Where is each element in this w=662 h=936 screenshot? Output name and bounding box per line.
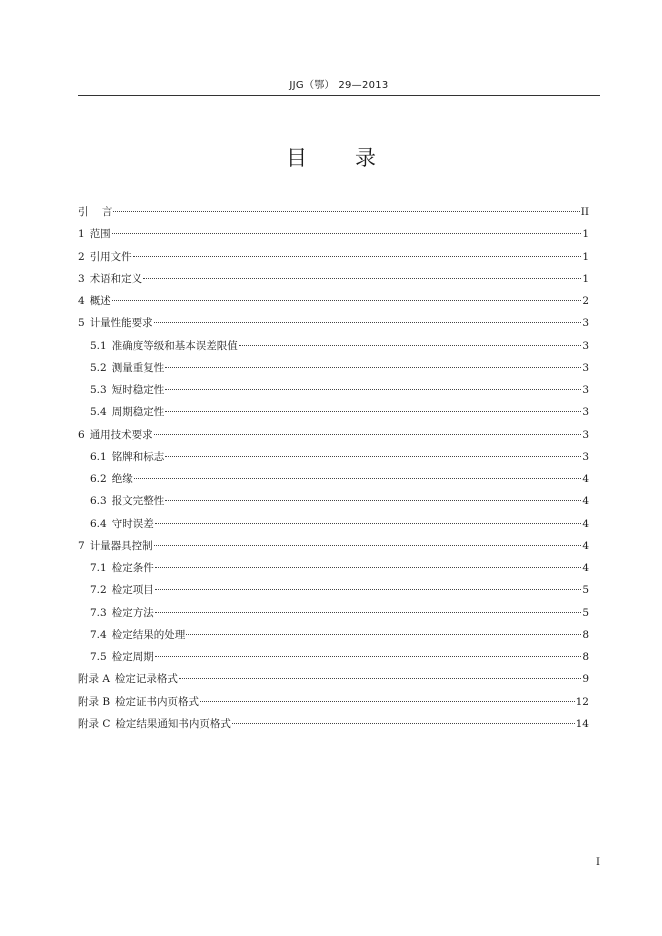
- toc-entry[interactable]: [78, 691, 589, 713]
- toc-entry-page: 8: [582, 628, 589, 641]
- toc-entry-number: 6.2: [90, 473, 107, 485]
- toc-entry-page: 3: [582, 406, 589, 419]
- toc-entry-title: 测量重复性: [111, 361, 165, 374]
- toc-dot-leader: [186, 622, 581, 635]
- toc-entry[interactable]: [78, 557, 589, 579]
- toc-entry-page: 3: [582, 450, 589, 463]
- toc-entry-title: 报文完整性: [111, 495, 165, 508]
- toc-dot-leader: [112, 221, 582, 234]
- toc-dot-leader: [155, 644, 582, 657]
- toc-entry-label: [78, 290, 111, 312]
- toc-entry[interactable]: [78, 535, 589, 557]
- toc-entry-label: [90, 513, 154, 535]
- toc-entry-number: 5.1: [90, 339, 107, 352]
- toc-dot-leader: [165, 355, 581, 368]
- toc-entry-title: 通用技术要求: [89, 428, 153, 441]
- toc-entry-page: 1: [582, 250, 589, 263]
- toc-entry-title: 准确度等级和基本误差限值: [111, 339, 238, 352]
- toc-entry-label: [90, 357, 164, 379]
- toc-dot-leader: [134, 466, 582, 479]
- toc-entry-page: 2: [582, 295, 589, 307]
- toc-entry-number: 7.2: [90, 584, 107, 597]
- toc-entry[interactable]: [78, 268, 589, 290]
- toc-entry-page: 4: [582, 473, 589, 485]
- toc-entry-number: 7.4: [90, 628, 107, 641]
- toc-entry-number: 6.3: [90, 495, 107, 508]
- toc-entry-label: [90, 468, 133, 490]
- toc-dot-leader: [112, 288, 582, 301]
- toc-dot-leader: [179, 666, 581, 679]
- toc-entry-number: 2: [78, 250, 85, 263]
- toc-dot-leader: [143, 266, 581, 279]
- toc-dot-leader: [165, 444, 581, 457]
- toc-entry-label: [90, 579, 154, 601]
- toc-entry-title: 铭牌和标志: [111, 450, 165, 463]
- toc-entry-label: [90, 379, 164, 401]
- toc-entry[interactable]: [78, 646, 589, 668]
- toc-entry-page: 3: [582, 361, 589, 374]
- toc-dot-leader: [200, 689, 575, 702]
- toc-entry[interactable]: [78, 602, 589, 624]
- toc-entry[interactable]: [78, 357, 589, 379]
- toc-entry-title: 检定结果的处理: [111, 628, 186, 641]
- toc-entry-page: 5: [582, 584, 589, 597]
- toc-entry-page: 3: [582, 384, 589, 396]
- running-header: JJG（鄂） 29—2013: [289, 80, 389, 91]
- toc-entry-title: 检定周期: [111, 651, 154, 663]
- toc-entry-label: [78, 312, 153, 334]
- toc-entry-label: [90, 335, 238, 357]
- toc-entry-label: [90, 490, 164, 512]
- toc-entry-number: 5.4: [90, 406, 107, 419]
- toc-entry-number: 7.3: [90, 606, 107, 619]
- toc-dot-leader: [113, 199, 579, 212]
- toc-entry-label: [78, 268, 142, 290]
- toc-entry-number: 3: [78, 272, 85, 285]
- toc-entry-title: 检定证书内页格式: [115, 695, 200, 708]
- toc-entry[interactable]: [78, 446, 589, 468]
- toc-entry-title: 检定条件: [111, 562, 154, 574]
- toc-entry-number: 1: [78, 228, 85, 241]
- header-rule: [78, 95, 600, 96]
- toc-entry-page: 12: [575, 695, 589, 708]
- toc-entry-title: 周期稳定性: [111, 406, 165, 419]
- toc-entry-label: [90, 446, 164, 468]
- toc-dot-leader: [232, 711, 575, 724]
- toc-entry[interactable]: [78, 468, 589, 490]
- toc-entry-number: 7.5: [90, 651, 107, 663]
- toc-dot-leader: [165, 399, 581, 412]
- toc-entry-label: [90, 401, 164, 423]
- toc-entry-label: [78, 713, 231, 735]
- toc-dot-leader: [154, 310, 582, 323]
- toc-entry-page: 4: [582, 539, 589, 552]
- toc-entry-label: [78, 424, 153, 446]
- toc-entry-label: [78, 201, 112, 223]
- toc-entry-label: [78, 535, 153, 557]
- toc-dot-leader: [155, 511, 582, 524]
- toc-entry-number: 6: [78, 428, 85, 441]
- toc-entry-title: 计量器具控制: [89, 539, 153, 552]
- toc-entry-label: [78, 223, 111, 245]
- toc-entry[interactable]: [78, 335, 589, 357]
- toc-entry-title: 绝缘: [111, 473, 133, 485]
- toc-dot-leader: [165, 377, 581, 390]
- toc-entry-title: 检定项目: [111, 584, 154, 597]
- page-title: 目录: [286, 146, 424, 170]
- toc-dot-leader: [155, 555, 582, 568]
- toc-dot-leader: [155, 577, 582, 590]
- toc-entry-number: 4: [78, 295, 85, 307]
- toc-entry-page: 1: [582, 228, 589, 241]
- toc-entry[interactable]: [78, 201, 589, 223]
- toc-entry-page: 4: [582, 562, 589, 574]
- toc-entry[interactable]: [78, 490, 589, 512]
- toc-entry-label: [78, 246, 132, 268]
- toc-entry-title: 概述: [89, 295, 111, 307]
- toc-entry-number: 5.3: [90, 384, 107, 396]
- toc-dot-leader: [154, 533, 582, 546]
- toc-entry-title: 术语和定义: [89, 272, 143, 285]
- toc-entry-number: 5: [78, 317, 85, 330]
- toc-entry-label: [90, 557, 154, 579]
- page-number: I: [596, 857, 600, 868]
- toc-entry-number: 附录 C: [78, 717, 111, 730]
- toc-entry[interactable]: [78, 579, 589, 601]
- toc-entry-title: 计量性能要求: [89, 317, 153, 330]
- toc-entry[interactable]: [78, 246, 589, 268]
- toc-entry-page: 3: [582, 317, 589, 330]
- toc-entry[interactable]: [78, 223, 589, 245]
- toc-entry-number: 5.2: [90, 361, 107, 374]
- toc-entry-page: II: [580, 206, 589, 218]
- toc-entry[interactable]: [78, 668, 589, 690]
- toc-entry-label: [90, 624, 185, 646]
- toc-entry-label: [90, 602, 154, 624]
- toc-entry-page: 4: [582, 495, 589, 508]
- toc-entry-title: 短时稳定性: [111, 384, 165, 396]
- toc-entry-title: 引 言: [78, 206, 113, 218]
- toc-entry-page: 1: [582, 272, 589, 285]
- toc-entry-label: [90, 646, 154, 668]
- toc-entry-label: [78, 691, 199, 713]
- toc-entry-page: 3: [582, 339, 589, 352]
- table-of-contents: [78, 201, 589, 735]
- toc-dot-leader: [133, 244, 582, 257]
- toc-entry-number: 6.1: [90, 450, 107, 463]
- toc-entry[interactable]: [78, 513, 589, 535]
- toc-entry-number: 7: [78, 539, 85, 552]
- toc-entry-page: 9: [582, 673, 589, 686]
- toc-entry-number: 7.1: [90, 562, 107, 574]
- toc-entry-number: 6.4: [90, 517, 107, 530]
- toc-entry-title: 范围: [89, 228, 111, 241]
- toc-entry[interactable]: [78, 379, 589, 401]
- toc-entry-title: 引用文件: [89, 250, 132, 263]
- toc-entry-page: 5: [582, 606, 589, 619]
- toc-entry-number: 附录 A: [78, 673, 110, 686]
- toc-entry[interactable]: [78, 290, 589, 312]
- toc-entry[interactable]: [78, 713, 589, 735]
- toc-entry-title: 检定方法: [111, 606, 154, 619]
- toc-entry[interactable]: [78, 424, 589, 446]
- toc-entry-title: 检定记录格式: [114, 673, 178, 686]
- toc-entry-number: 附录 B: [78, 695, 111, 708]
- toc-entry-page: 3: [582, 428, 589, 441]
- toc-dot-leader: [155, 600, 582, 613]
- toc-entry-title: 守时误差: [111, 517, 154, 530]
- toc-entry-title: 检定结果通知书内页格式: [115, 717, 231, 730]
- toc-entry-page: 8: [582, 651, 589, 663]
- toc-entry-page: 4: [582, 517, 589, 530]
- toc-entry[interactable]: [78, 312, 589, 334]
- toc-entry-label: [78, 668, 178, 690]
- toc-entry-page: 14: [575, 717, 589, 730]
- toc-dot-leader: [154, 422, 582, 435]
- toc-entry[interactable]: [78, 401, 589, 423]
- toc-entry[interactable]: [78, 624, 589, 646]
- toc-dot-leader: [239, 333, 582, 346]
- toc-dot-leader: [165, 488, 581, 501]
